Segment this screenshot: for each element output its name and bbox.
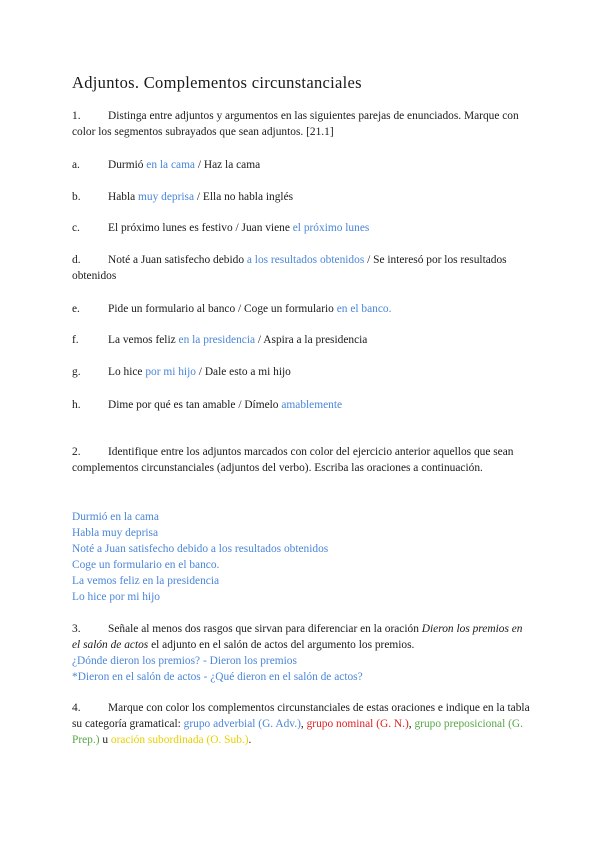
list-item — [72, 301, 532, 317]
item-text: Pide un formulario al banco / Coge un formulario — [108, 303, 337, 315]
adjunct-highlight: en la cama — [146, 159, 195, 171]
adjunct-highlight: a los resultados obtenidos — [246, 254, 365, 266]
adjunct-highlight: amablemente — [281, 399, 343, 411]
page-title: Adjuntos. Complementos circunstanciales — [72, 73, 362, 92]
separator: , — [408, 718, 415, 730]
sentence-end: . — [248, 734, 252, 746]
item-letter: h. — [72, 399, 81, 411]
item-letter: g. — [72, 366, 81, 378]
adjunct-highlight: el próximo lunes — [292, 222, 370, 234]
item-text: El próximo lunes es festivo / Juan viene — [108, 222, 293, 234]
question-text: el adjunto en el salón de actos del argumento los premios. — [148, 639, 415, 651]
answer-line: Lo hice por mi hijo — [72, 591, 160, 603]
answer-line: Coge un formulario en el banco. — [72, 559, 220, 571]
answer-line: ¿Dónde dieron los premios? - Dieron los premios — [72, 655, 297, 667]
adjunct-highlight: muy deprisa — [138, 191, 195, 203]
question-1 — [72, 108, 532, 140]
question-text: Distinga entre adjuntos y argumentos en las siguientes parejas de enunciados. Marque con color los segmentos subrayados que sean adjuntos. [21.1] — [72, 110, 519, 138]
answer-list — [72, 509, 532, 605]
category-adverbial: grupo adverbial (G. Adv.) — [183, 718, 301, 730]
item-text: Durmió — [108, 159, 147, 171]
example-sentence: Dieron los premios en el salón de actos — [72, 623, 523, 651]
question-2 — [72, 444, 532, 476]
item-text: Habla — [108, 191, 139, 203]
item-letter: d. — [72, 254, 81, 266]
list-item — [72, 364, 532, 380]
item-text: / Se interesó por los resultados obtenidos — [72, 254, 507, 282]
item-text: / Dale esto a mi hijo — [195, 366, 291, 378]
answer-line: Noté a Juan satisfecho debido a los resultados obtenidos — [72, 543, 329, 555]
separator: u — [99, 734, 111, 746]
list-item — [72, 189, 532, 205]
question-number: 1. — [72, 110, 81, 122]
question-3 — [72, 621, 532, 685]
list-item — [72, 220, 532, 236]
category-nominal: grupo nominal (G. N.) — [306, 718, 409, 730]
answer-line: *Dieron en el salón de actos - ¿Qué dieron en el salón de actos? — [72, 671, 363, 683]
question-number: 2. — [72, 446, 81, 458]
item-text: Dime por qué es tan amable / Dímelo — [108, 399, 282, 411]
item-text: La vemos feliz — [108, 334, 179, 346]
question-number: 4. — [72, 702, 81, 714]
question-number: 3. — [72, 623, 81, 635]
item-letter: f. — [72, 334, 79, 346]
item-text: Lo hice — [108, 366, 146, 378]
item-text: Noté a Juan satisfecho debido — [108, 254, 247, 266]
list-item — [72, 252, 532, 284]
item-letter: c. — [72, 222, 80, 234]
item-text: / Ella no habla inglés — [194, 191, 294, 203]
item-letter: a. — [72, 159, 80, 171]
answer-line: Habla muy deprisa — [72, 527, 159, 539]
adjunct-highlight: por mi hijo — [145, 366, 196, 378]
question-text: Identifique entre los adjuntos marcados con color del ejercicio anterior aquellos que sean complementos circunstanciales (adjuntos del verbo). Escriba las oraciones a continuación. — [72, 446, 514, 474]
item-letter: b. — [72, 191, 81, 203]
category-prepositional: grupo preposicional (G. Prep.) — [72, 718, 523, 746]
separator: , — [300, 718, 307, 730]
category-subordinate: oración subordinada (O. Sub.) — [110, 734, 249, 746]
item-text: / Haz la cama — [195, 159, 261, 171]
question-4 — [72, 700, 532, 748]
list-item — [72, 332, 532, 348]
list-item — [72, 397, 532, 413]
question-text: Señale al menos dos rasgos que sirvan para diferenciar en la oración — [108, 623, 422, 635]
answer-line: La vemos feliz en la presidencia — [72, 575, 220, 587]
answer-line: Durmió en la cama — [72, 511, 159, 523]
item-letter: e. — [72, 303, 80, 315]
item-text: / Aspira a la presidencia — [255, 334, 368, 346]
question-text: Marque con color los complementos circunstanciales de estas oraciones e indique en la tabla su categoría gramatical: — [72, 702, 530, 730]
adjunct-highlight: en la presidencia — [178, 334, 256, 346]
list-item — [72, 157, 532, 173]
adjunct-highlight: en el banco. — [336, 303, 392, 315]
